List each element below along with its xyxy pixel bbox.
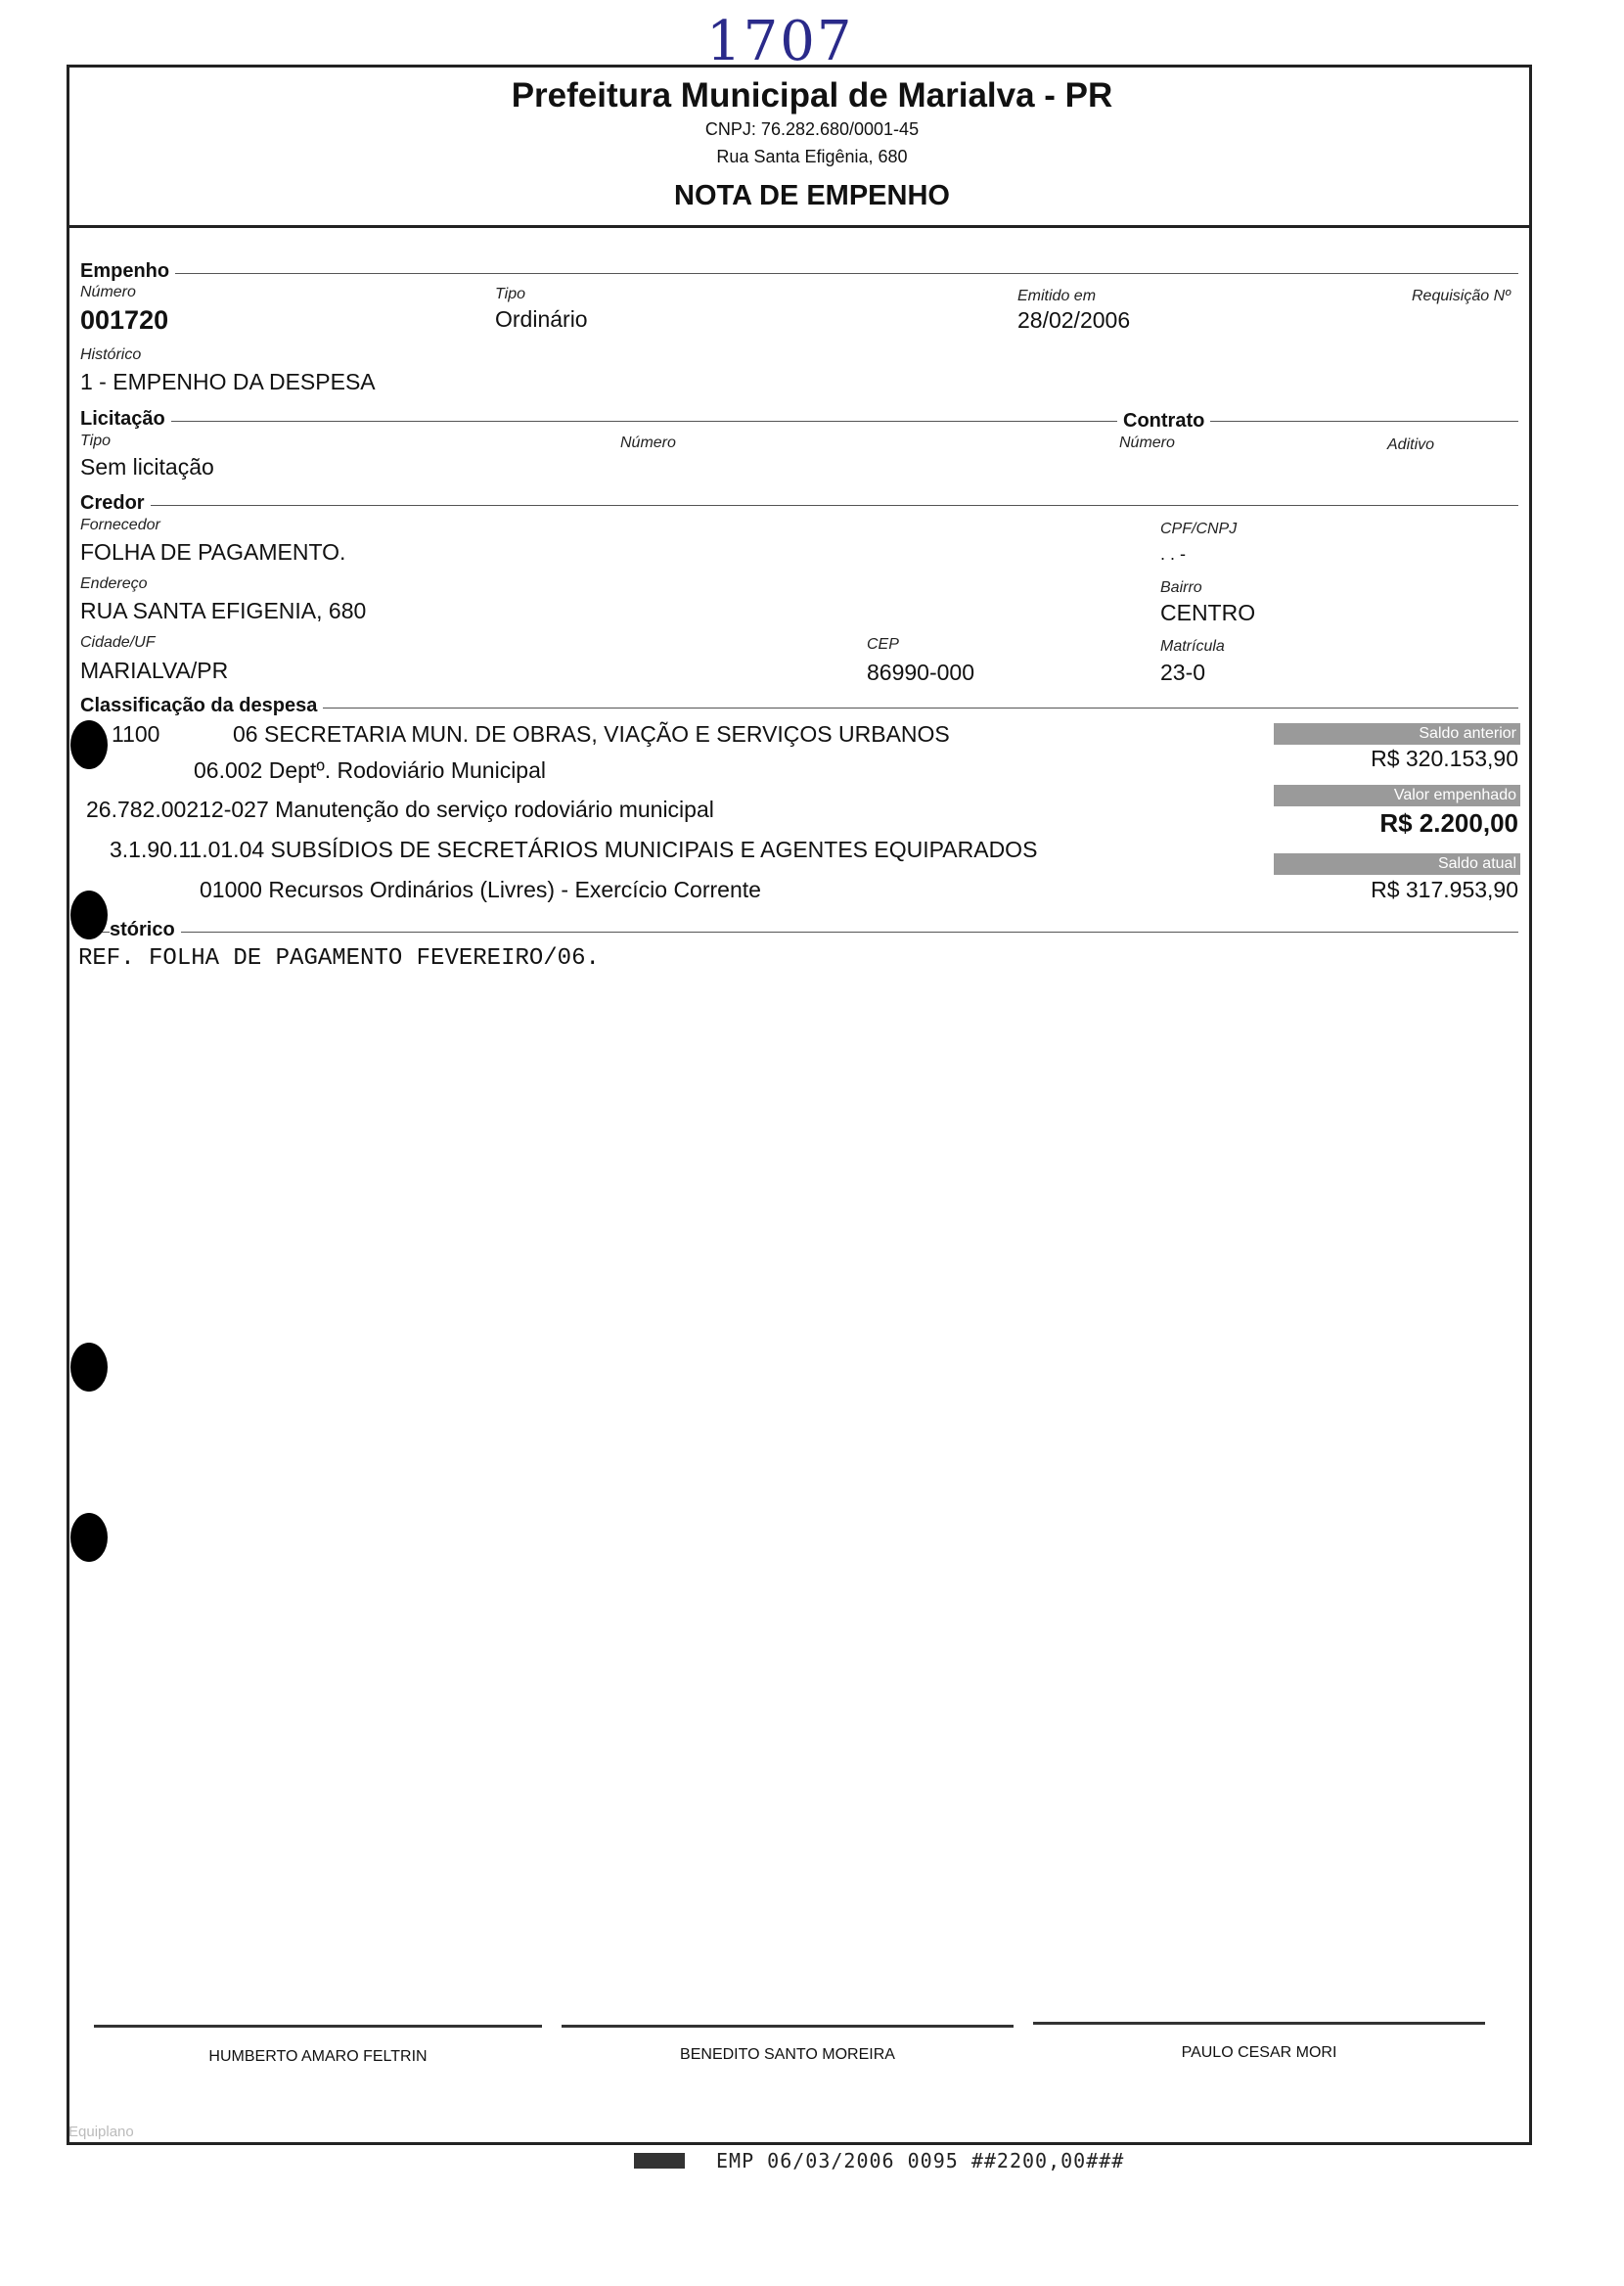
endereco-value: RUA SANTA EFIGENIA, 680 xyxy=(80,598,367,623)
fonte-recurso: 01000 Recursos Ordinários (Livres) - Exercício Corrente xyxy=(200,877,761,902)
empenho-rule xyxy=(80,273,1518,274)
endereco-label: Endereço xyxy=(80,575,148,592)
emitido-date: 28/02/2006 xyxy=(1017,307,1131,333)
valor-empenhado-value: R$ 2.200,00 xyxy=(1379,808,1518,838)
licitacao-rule xyxy=(80,421,1518,422)
contrato-section-title: Contrato xyxy=(1117,410,1210,433)
empenho-historico: 1 - EMPENHO DA DESPESA xyxy=(80,369,376,394)
cep-label: CEP xyxy=(867,636,899,653)
document-type: NOTA DE EMPENHO xyxy=(674,180,950,211)
software-mark: Equiplano xyxy=(68,2124,134,2140)
signature-name-1: HUMBERTO AMARO FELTRIN xyxy=(208,2048,428,2065)
punch-hole xyxy=(70,891,108,939)
stamp-logo xyxy=(634,2153,685,2169)
punch-hole xyxy=(70,1343,108,1392)
signature-line xyxy=(562,2025,1014,2028)
bairro-label: Bairro xyxy=(1160,579,1202,596)
header-divider xyxy=(67,225,1532,228)
unidade: 06.002 Deptº. Rodoviário Municipal xyxy=(194,757,546,783)
saldo-atual-value: R$ 317.953,90 xyxy=(1371,877,1518,902)
credor-rule xyxy=(80,505,1518,506)
licitacao-tipo: Sem licitação xyxy=(80,454,214,480)
signature-name-3: PAULO CESAR MORI xyxy=(1181,2044,1337,2061)
matricula-value: 23-0 xyxy=(1160,660,1206,685)
header-address: Rua Santa Efigênia, 680 xyxy=(716,147,908,166)
emitido-label: Emitido em xyxy=(1017,288,1097,304)
saldo-anterior-value: R$ 320.153,90 xyxy=(1371,746,1518,771)
handwritten-page-number: 1707 xyxy=(706,10,854,73)
punch-hole xyxy=(70,720,108,769)
elemento-despesa: 3.1.90.11.01.04 SUBSÍDIOS DE SECRETÁRIOS MUNICIPAIS E AGENTES EQUIPARADOS xyxy=(110,837,1038,862)
page-title: Prefeitura Municipal de Marialva - PR xyxy=(511,76,1113,114)
saldo-anterior-label: Saldo anterior xyxy=(1274,723,1520,745)
valor-empenhado-label: Valor empenhado xyxy=(1274,785,1520,806)
empenho-numero-label: Número xyxy=(80,284,136,300)
matricula-label: Matrícula xyxy=(1160,638,1225,655)
cidade-label: Cidade/UF xyxy=(80,634,156,651)
contrato-aditivo-label: Aditivo xyxy=(1387,436,1435,453)
orgao-name: 06 SECRETARIA MUN. DE OBRAS, VIAÇÃO E SERVIÇOS URBANOS xyxy=(233,721,950,747)
fornecedor-value: FOLHA DE PAGAMENTO. xyxy=(80,539,346,565)
cpf-cnpj-value: . . - xyxy=(1160,544,1186,564)
signature-line xyxy=(94,2025,542,2028)
historico-section-title: stórico xyxy=(110,919,181,941)
signature-line xyxy=(1033,2022,1485,2025)
contrato-numero-label: Número xyxy=(1119,434,1175,451)
classificacao-section-title: Classificação da despesa xyxy=(80,695,323,717)
cep-value: 86990-000 xyxy=(867,660,974,685)
empenho-tipo-label: Tipo xyxy=(495,286,525,302)
header-cnpj: CNPJ: 76.282.680/0001-45 xyxy=(704,119,920,139)
fornecedor-label: Fornecedor xyxy=(80,517,160,533)
empenho-historico-label: Histórico xyxy=(80,346,142,363)
credor-section-title: Credor xyxy=(80,492,151,515)
licitacao-numero-label: Número xyxy=(620,434,676,451)
empenho-section-title: Empenho xyxy=(80,260,175,283)
programa: 26.782.00212-027 Manutenção do serviço rodoviário municipal xyxy=(86,797,714,822)
bairro-value: CENTRO xyxy=(1160,600,1256,625)
cidade-value: MARIALVA/PR xyxy=(80,658,229,683)
requisicao-label: Requisição Nº xyxy=(1412,288,1511,304)
signature-name-2: BENEDITO SANTO MOREIRA xyxy=(680,2046,895,2063)
cpf-cnpj-label: CPF/CNPJ xyxy=(1160,521,1238,537)
punch-hole xyxy=(70,1513,108,1562)
licitacao-tipo-label: Tipo xyxy=(80,433,111,449)
licitacao-section-title: Licitação xyxy=(80,408,171,431)
orgao-code: 1100 xyxy=(112,721,160,747)
historico-rule xyxy=(80,932,1518,933)
empenho-tipo: Ordinário xyxy=(495,306,588,332)
empenho-numero: 001720 xyxy=(80,305,169,335)
historico-text: REF. FOLHA DE PAGAMENTO FEVEREIRO/06. xyxy=(78,945,600,972)
saldo-atual-label: Saldo atual xyxy=(1274,853,1520,875)
register-stamp: EMP 06/03/2006 0095 ##2200,00### xyxy=(716,2149,1125,2172)
